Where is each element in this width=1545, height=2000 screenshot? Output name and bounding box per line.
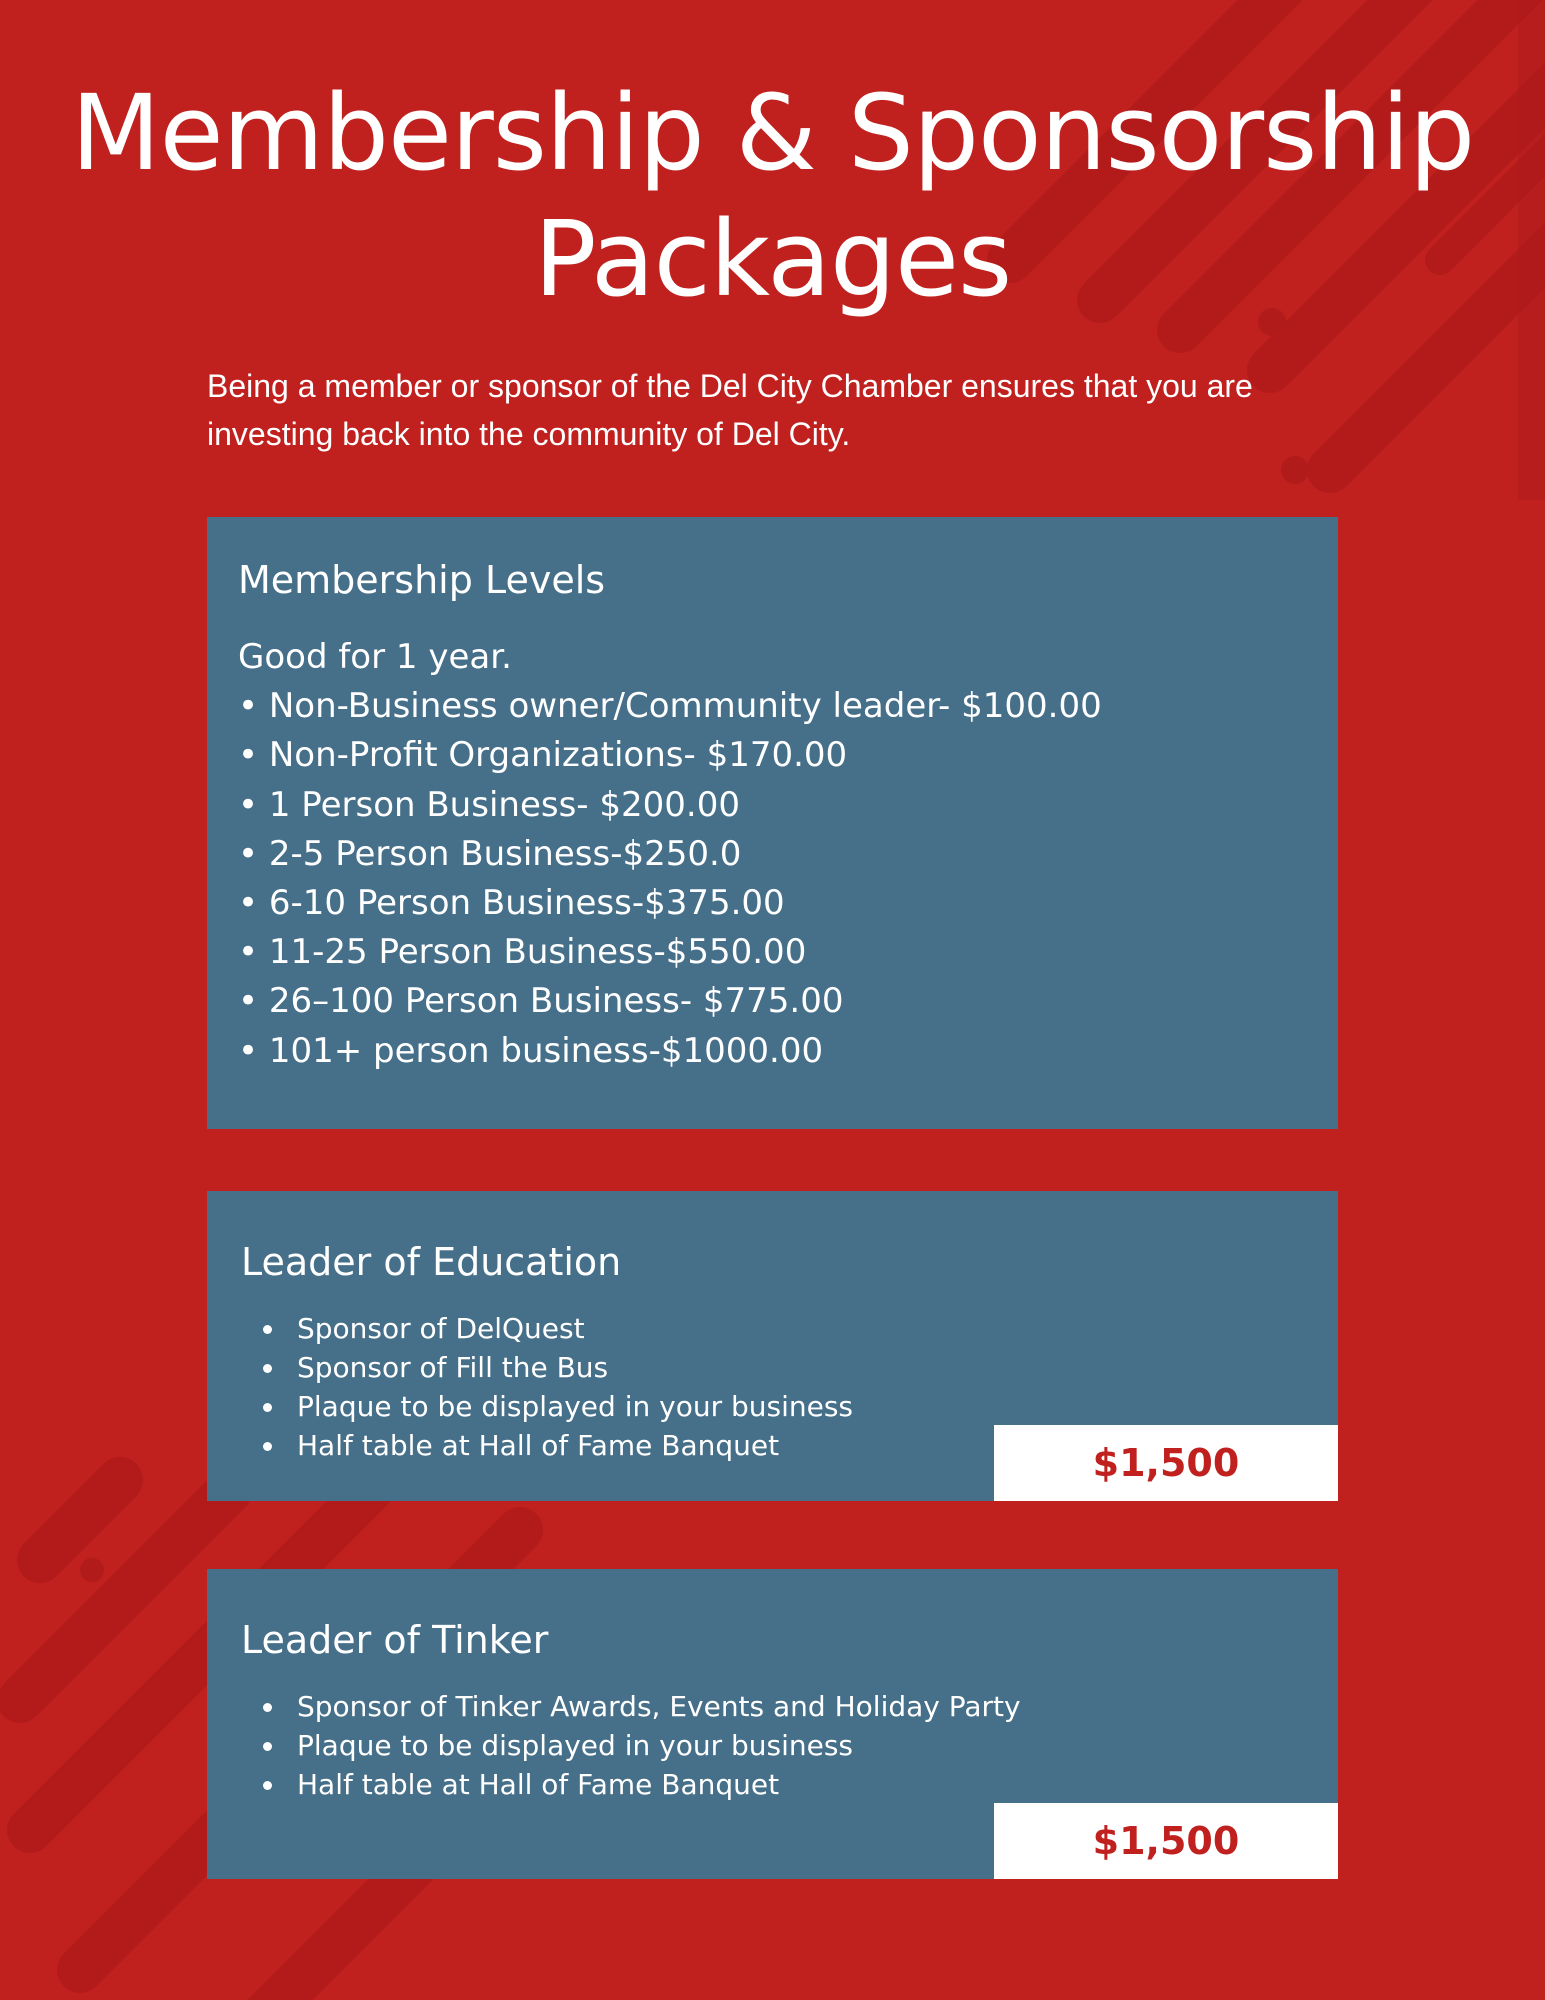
membership-line: • 11-25 Person Business-$550.00 <box>238 932 807 973</box>
list-item: Half table at Hall of Fame Banquet <box>289 1426 853 1465</box>
list-item: Sponsor of Tinker Awards, Events and Holiday Party <box>289 1687 1021 1726</box>
leader-of-tinker-heading: Leader of Tinker <box>241 1618 549 1662</box>
membership-line: • 6-10 Person Business-$375.00 <box>238 883 785 924</box>
page-title: Membership & Sponsorship Packages <box>70 72 1475 320</box>
membership-line: • 2-5 Person Business-$250.0 <box>238 833 742 874</box>
intro-text: Being a member or sponsor of the Del City Chamber ensures that you are investing back into the community of Del City. <box>207 368 1253 452</box>
membership-line: • Non-Business owner/Community leader- $100.00 <box>238 686 1102 727</box>
membership-line: • 26–100 Person Business- $775.00 <box>238 981 844 1022</box>
membership-levels-panel <box>207 517 1338 1129</box>
list-item: Sponsor of Fill the Bus <box>289 1348 853 1387</box>
leader-of-education-panel <box>207 1191 1338 1501</box>
membership-line: • Non-Profit Organizations- $170.00 <box>238 735 848 776</box>
leader-of-education-price: $1,500 <box>1092 1441 1240 1485</box>
membership-line: • 101+ person business-$1000.00 <box>238 1030 824 1071</box>
membership-line: Good for 1 year. <box>238 637 512 677</box>
list-item: Half table at Hall of Fame Banquet <box>289 1765 1021 1804</box>
leader-of-education-heading: Leader of Education <box>241 1240 622 1284</box>
price-badge <box>994 1425 1338 1501</box>
price-badge <box>994 1803 1338 1879</box>
membership-heading: Membership Levels <box>238 558 606 602</box>
list-item: Sponsor of DelQuest <box>289 1309 853 1348</box>
list-item: Plaque to be displayed in your business <box>289 1726 1021 1765</box>
leader-of-tinker-panel <box>207 1569 1338 1879</box>
leader-of-education-benefits <box>289 1309 853 1465</box>
leader-of-tinker-price: $1,500 <box>1092 1819 1240 1863</box>
leader-of-tinker-benefits <box>289 1687 1021 1804</box>
membership-level-list <box>238 633 1306 1076</box>
list-item: Plaque to be displayed in your business <box>289 1387 853 1426</box>
membership-line: • 1 Person Business- $200.00 <box>238 784 740 825</box>
